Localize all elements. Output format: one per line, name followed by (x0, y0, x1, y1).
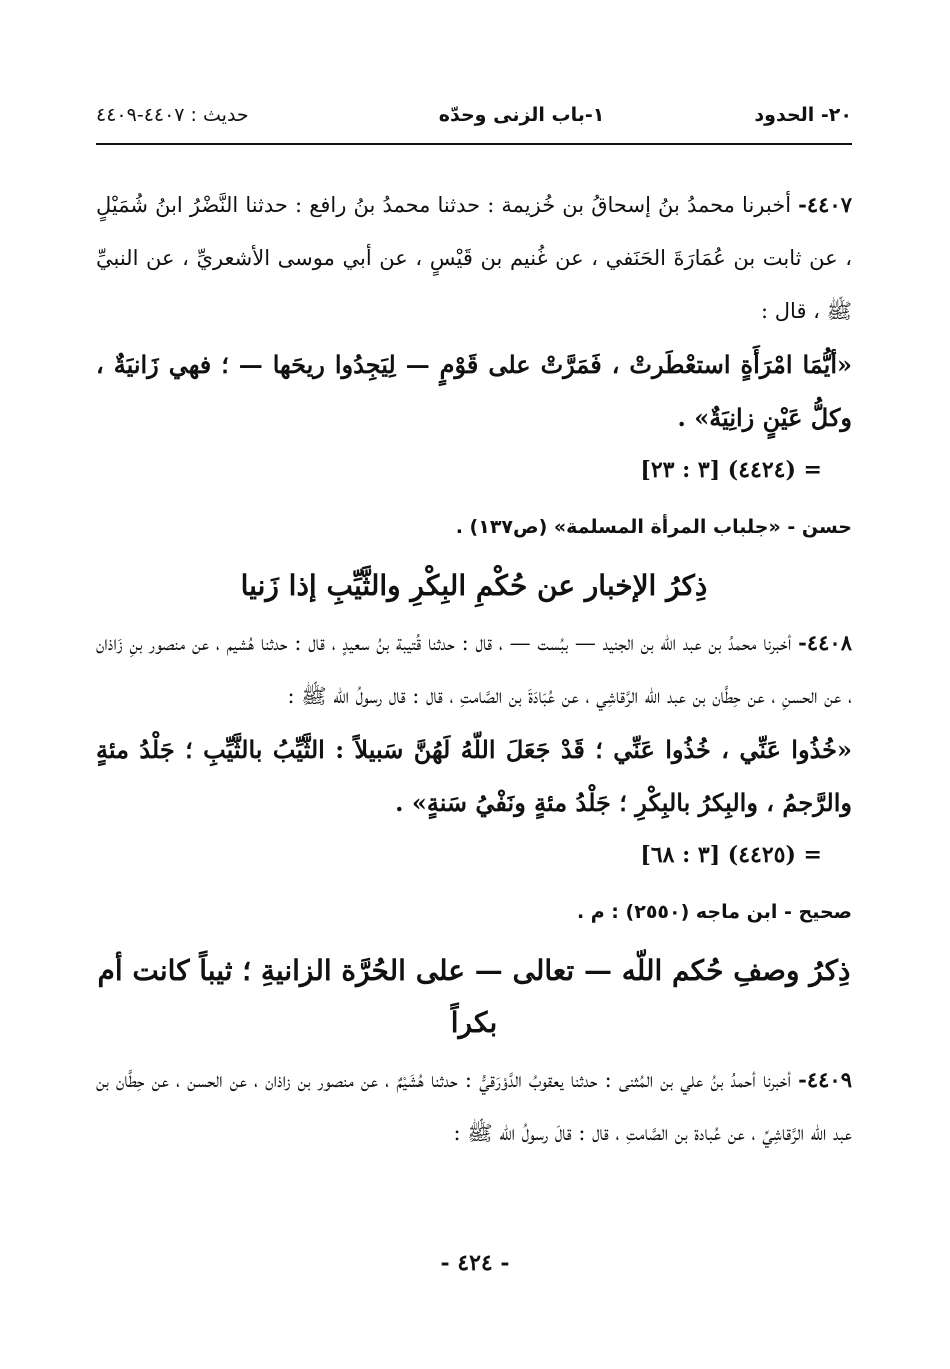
hadith-4407-grade: حسن - «جلباب المرأة المسلمة» (ص١٣٧) . (455, 516, 852, 538)
header-section-title: ١-باب الزنى وحدّه (438, 104, 605, 126)
header-hadith-range: حديث : ٤٤٠٧-٤٤٠٩ (96, 104, 249, 126)
hadith-number: ٤٤٠٧- (798, 192, 852, 217)
hadith-4408-matn: «خُذُوا عَنِّي ، خُذُوا عَنِّي ؛ قَدْ جَعَلَ اللّهُ لَهُنَّ سَبيلاً : الثَّيِّبُ بالثَّيِّبِ ؛ جَلْدُ مئةٍ والرَّجمُ ، والبِكرُ بالبِكْرِ ؛ جَلْدُ مئةٍ ونَفْيُ سَنةٍ» . (96, 735, 852, 817)
isnad-text: أخبرنا محمدُ بنُ إسحاقُ بن خُزيمة : حدثنا محمدُ بنُ رافع : حدثنا النَّضْرُ ابنُ شُمَيْلٍ ، عن ثابت بن عُمَارَةَ الحَنَفي ، عن غُنيم بن قَيْسٍ ، عن أبي موسى الأشعريِّ ، عن النبيِّ ﷺ ، قال : (96, 193, 852, 323)
isnad-text: أخبرنا أحمدُ بنُ علي بن المُثنى : حدثنا يعقوبُ الدَّوْرَقيُّ : حدثنا هُشَيْمٌ ، عن منصور بن زاذان ، عن الحسن ، عن حِطَّان بن عبد اللّه الرَّقاشِيِّ ، عن عُبادة بن الصَّامتِ ، قال : قالَ رسولُ اللّه ﷺ : (96, 1068, 852, 1145)
hadith-number: ٤٤٠٨- (798, 630, 852, 655)
hadith-4407-reference: = (٤٤٢٤) [٣ : ٢٣] (640, 457, 822, 483)
hadith-4408-isnad (96, 616, 852, 723)
hadith-number: ٤٤٠٩- (798, 1067, 852, 1092)
hadith-4407-isnad (96, 178, 852, 338)
header-rule (96, 143, 852, 145)
header-book-title: ٢٠- الحدود (754, 104, 852, 126)
isnad-text: أخبرنا محمدُ بن عبد اللّه بن الجنيد — ببُست — ، قال : حدثنا قُتيبة بنُ سعيدٍ ، قال : حدثنا هُشيم ، عن منصور بنِ زَاذان ، عن الحسنِ ، عن حِطَّان بن عبد اللّه الرَّقاشِي ، عن عُبَادَةَ بن الصَّامتِ ، قال : قال رسولُ اللّه ﷺ : (96, 631, 852, 708)
hadith-4408-reference: = (٤٤٢٥) [٣ : ٦٨] (640, 842, 822, 868)
running-header (96, 104, 852, 126)
page-body (96, 178, 852, 1160)
page-number: - ٤٢٤ - (440, 1250, 510, 1276)
hadith-4408-grade: صحيح - ابن ماجه (٢٥٥٠) : م . (576, 901, 852, 923)
hadith-4407-matn: «أيُّمَا امْرَأَةٍ استعْطَرتْ ، فَمَرَّتْ على قَوْمٍ — لِيَجِدُوا ريحَها — ؛ فهي زَانيَةٌ ، وكلُّ عَيْنٍ زانِيَةٌ» . (96, 350, 852, 432)
chapter-title-4408: ذِكرُ الإخبار عن حُكْمِ البِكْرِ والثَّيِّبِ إذا زَنيا (240, 569, 708, 602)
chapter-title-4409: ذِكرُ وصفِ حُكم اللّه — تعالى — على الحُرَّة الزانيةِ ؛ ثيباً كانت أم بكراً (97, 954, 851, 1039)
hadith-4409-isnad (96, 1053, 852, 1160)
